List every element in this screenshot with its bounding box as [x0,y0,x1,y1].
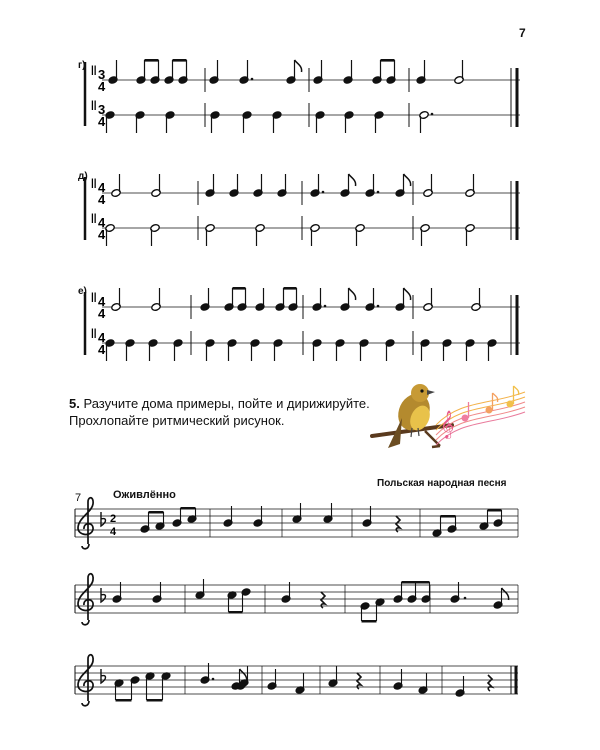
song-staff-1 [75,509,518,537]
svg-text:4: 4 [98,215,106,230]
svg-text:4: 4 [98,180,106,195]
svg-text:4: 4 [110,526,117,538]
svg-text:𝄞: 𝄞 [440,411,455,438]
page-number: 7 [519,26,526,40]
flat-icon [101,669,106,683]
svg-text:||: || [91,292,97,303]
svg-text:4: 4 [98,192,106,207]
song-source: Польская народная песня [377,478,507,489]
svg-text:4: 4 [98,330,106,345]
exercise-label-e: е) [78,286,87,297]
svg-text:3: 3 [98,67,106,82]
svg-text:3: 3 [98,102,106,117]
task-text [69,395,394,429]
svg-text:4: 4 [98,294,106,309]
svg-text:||: || [91,65,97,76]
svg-text:2: 2 [110,513,117,525]
tempo-marking: Оживлённо [113,489,176,501]
song-number: 7 [75,492,82,504]
flat-icon [101,588,106,602]
rhythm-system-d [85,174,520,246]
task-number: 5. [69,396,80,411]
svg-text:||: || [91,178,97,189]
svg-text:||: || [91,328,97,339]
flat-icon [101,512,106,526]
svg-text:4: 4 [98,306,106,321]
svg-text:4: 4 [98,114,106,129]
svg-text:||: || [91,213,97,224]
task-line-1: Разучите дома примеры, пойте и дирижируйте. [83,396,370,411]
exercise-label-g: г) [78,60,86,71]
rhythm-system-g [85,59,520,133]
svg-text:4: 4 [98,342,106,357]
svg-text:4: 4 [98,79,106,94]
task-line-2: Прохлопайте ритмический рисунок. [69,413,285,428]
exercise-label-d: д) [78,171,88,182]
music-notes-illustration [436,386,525,445]
rhythm-system-e [85,287,520,361]
svg-text:||: || [91,100,97,111]
svg-text:4: 4 [98,227,106,242]
